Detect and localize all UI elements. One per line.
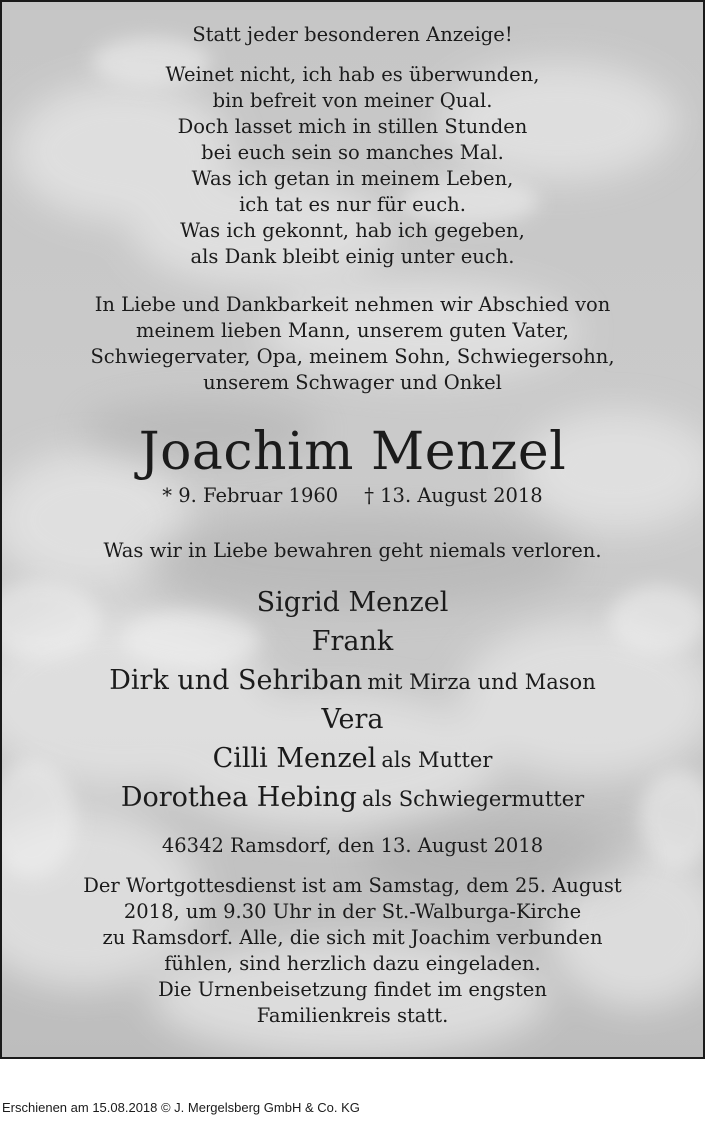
birth-date: * 9. Februar 1960 [162,484,339,507]
service-line: 2018, um 9.30 Uhr in der St.-Walburga-Kirche [123,900,582,923]
poem-line: bei euch sein so manches Mal. [201,141,504,164]
mourner-relation: als Mutter [381,748,493,772]
service-line: Familienkreis statt. [256,1004,449,1027]
motto: Was wir in Liebe bewahren geht niemals verloren. [103,539,602,562]
place-date: 46342 Ramsdorf, den 13. August 2018 [161,834,544,857]
service-line: Der Wortgottesdienst ist am Samstag, dem 25. August [83,874,622,897]
mourners-list [2,585,703,819]
service-info [2,873,703,1029]
deceased-name: Joachim Menzel [138,422,567,482]
mourner [2,624,703,663]
mourner [2,663,703,702]
service-line: fühlen, sind herzlich dazu eingeladen. [164,952,541,975]
service-line: zu Ramsdorf. Alle, die sich mit Joachim verbunden [102,926,603,949]
intro-line: Schwiegervater, Opa, meinem Sohn, Schwiegersohn, [90,345,615,368]
poem-line: Was ich gekonnt, hab ich gegeben, [180,219,525,242]
poem-line: bin befreit von meiner Qual. [212,89,493,112]
poem-line: Doch lasset mich in stillen Stunden [177,115,528,138]
mourner-relation: mit Mirza und Mason [367,670,596,694]
publication-footer: Erschienen am 15.08.2018 © J. Mergelsberg GmbH & Co. KG [2,1100,360,1115]
intro-line: unserem Schwager und Onkel [203,371,502,394]
farewell-intro [2,292,703,396]
service-line: Die Urnenbeisetzung findet im engsten [158,978,547,1001]
notice-header: Statt jeder besonderen Anzeige! [192,23,513,46]
intro-line: In Liebe und Dankbarkeit nehmen wir Abschied von [94,293,611,316]
mourner-name: Sigrid Menzel [256,587,449,618]
mourner-name: Dirk und Sehriban [109,665,363,696]
poem [2,62,703,270]
poem-line: Weinet nicht, ich hab es überwunden, [165,63,540,86]
mourner [2,741,703,780]
mourner-name: Dorothea Hebing [120,782,357,813]
mourner-name: Frank [311,626,394,657]
mourner [2,585,703,624]
intro-line: meinem lieben Mann, unserem guten Vater, [135,319,570,342]
mourner [2,780,703,819]
poem-line: ich tat es nur für euch. [239,193,466,216]
poem-line: Was ich getan in meinem Leben, [191,167,514,190]
poem-line: als Dank bleibt einig unter euch. [190,245,515,268]
mourner-relation: als Schwiegermutter [362,787,585,811]
life-dates [2,483,703,509]
mourner [2,702,703,741]
mourner-name: Vera [321,704,384,735]
mourner-name: Cilli Menzel [212,743,377,774]
death-date: † 13. August 2018 [364,484,543,507]
